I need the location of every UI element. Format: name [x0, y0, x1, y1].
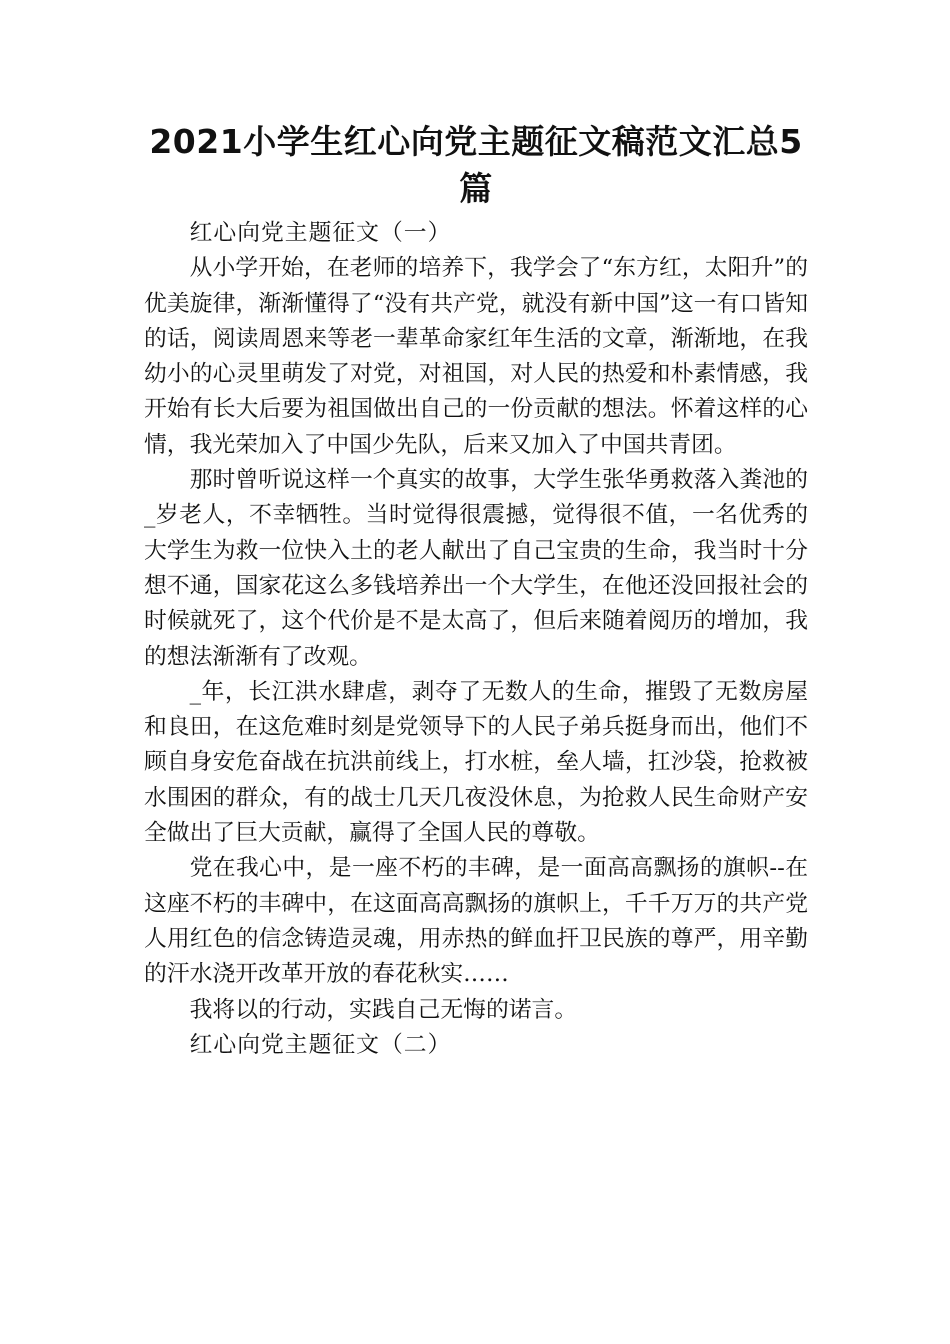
body-paragraph-4: 党在我心中，是一座不朽的丰碑，是一面高高飘扬的旗帜--在这座不朽的丰碑中，在这面高高飘扬的旗帜上，千千万万的共产党人用红色的信念铸造灵魂，用赤热的鲜血扞卫民族的尊严，用辛勤的汗水浇开改革开放的春花秋实…… — [144, 855, 808, 988]
section-heading-2: 红心向党主题征文（二） — [189, 1031, 452, 1058]
document-page — [144, 118, 808, 1063]
body-paragraph-5: 我将以的行动，实践自己无悔的诺言。 — [189, 996, 578, 1023]
body-paragraph-2: 那时曾听说这样一个真实的故事，大学生张华勇救落入粪池的_岁老人，不幸牺牲。当时觉得很震撼，觉得很不值，一名优秀的大学生为救一位快入土的老人献出了自己宝贵的生命，我当时十分想不通，国家花这么多钱培养出一个大学生，在他还没回报社会的时候就死了，这个代价是不是太高了，但后来随着阅历的增加，我的想法渐渐有了改观。 — [144, 467, 808, 670]
document-title: 2021小学生红心向党主题征文稿范文汇总5篇 — [149, 122, 803, 208]
section-heading-1: 红心向党主题征文（一） — [189, 220, 452, 246]
body-paragraph-3: _年，长江洪水肆虐，剥夺了无数人的生命，摧毁了无数房屋和良田，在这危难时刻是党领导下的人民子弟兵挺身而出，他们不顾自身安危奋战在抗洪前线上，打水桩，垒人墙，扛沙袋，抢救被水围困的群众，有的战士几天几夜没休息，为抢救人民生命财产安全做出了巨大贡献，赢得了全国人民的尊敬。 — [144, 678, 808, 847]
body-paragraph-1: 从小学开始，在老师的培养下，我学会了“东方红，太阳升”的优美旋律，渐渐懂得了“没有共产党，就没有新中国”这一有口皆知的话，阅读周恩来等老一辈革命家红年生活的文章，渐渐地，在我幼小的心灵里萌发了对党，对祖国，对人民的热爱和朴素情感，我开始有长大后要为祖国做出自己的一份贡献的想法。怀着这样的心情，我光荣加入了中国少先队，后来又加入了中国共青团。 — [144, 255, 808, 458]
